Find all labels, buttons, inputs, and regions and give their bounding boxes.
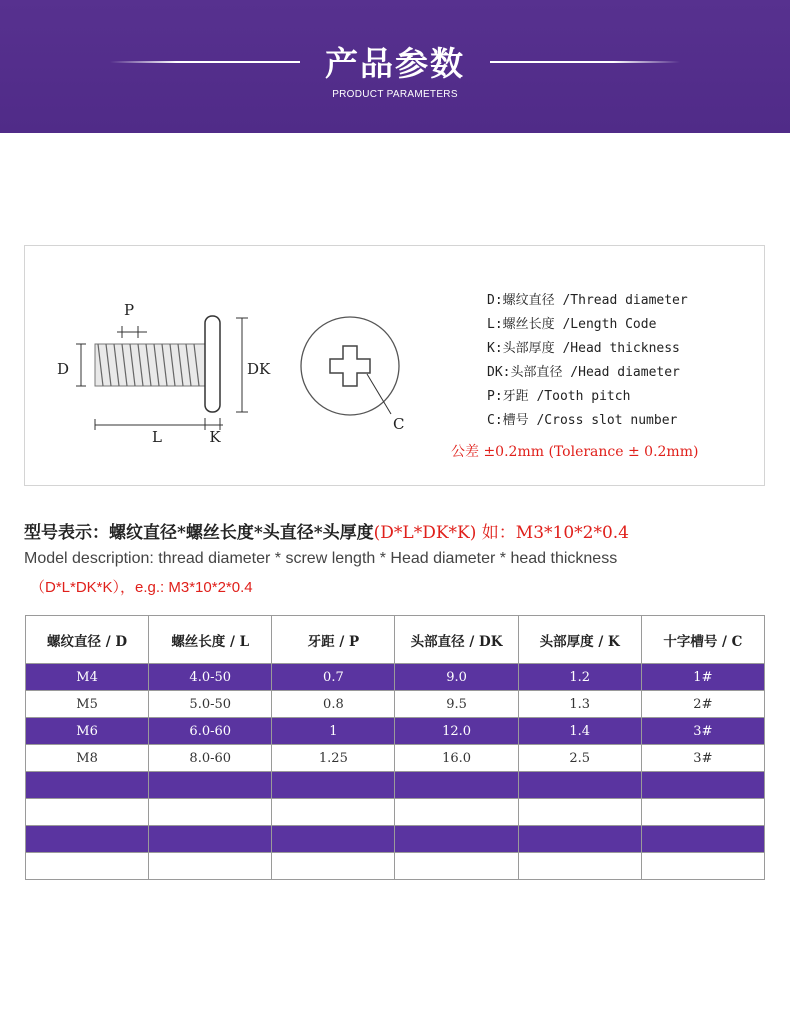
legend-item: K:头部厚度 /Head thickness bbox=[487, 341, 680, 356]
table-row bbox=[26, 691, 765, 718]
table-cell: 0.7 bbox=[272, 664, 395, 691]
model-description-en: Model description: thread diameter * screw length * Head diameter * head thickness bbox=[24, 550, 618, 567]
table-cell bbox=[641, 826, 764, 853]
table-cell: 1# bbox=[641, 664, 764, 691]
table-cell: 1.4 bbox=[518, 718, 641, 745]
table-cell bbox=[149, 853, 272, 880]
column-header: 螺纹直径 / D bbox=[26, 616, 149, 664]
legend-item: C:槽号 /Cross slot number bbox=[487, 413, 678, 428]
table-cell: M5 bbox=[26, 691, 149, 718]
label-k: K bbox=[209, 428, 221, 446]
banner-divider-right bbox=[490, 61, 680, 63]
table-cell bbox=[518, 772, 641, 799]
table-cell bbox=[518, 853, 641, 880]
table-cell: 1.25 bbox=[272, 745, 395, 772]
table-cell bbox=[518, 826, 641, 853]
label-dk: DK bbox=[247, 360, 271, 378]
column-header: 头部厚度 / K bbox=[518, 616, 641, 664]
legend-item: D:螺纹直径 /Thread diameter bbox=[487, 293, 688, 308]
label-p: P bbox=[123, 301, 135, 319]
table-cell bbox=[395, 826, 518, 853]
table-cell: 2# bbox=[641, 691, 764, 718]
table-cell bbox=[395, 853, 518, 880]
table-row bbox=[26, 745, 765, 772]
model-formula-en: （D*L*DK*K），e.g.: M3*10*2*0.4 bbox=[30, 579, 253, 596]
table-row bbox=[26, 826, 765, 853]
table-cell: M6 bbox=[26, 718, 149, 745]
model-formula-cn: (D*L*DK*K) 如：M3*10*2*0.4 bbox=[373, 523, 629, 543]
table-cell bbox=[272, 826, 395, 853]
column-header: 十字槽号 / C bbox=[641, 616, 764, 664]
table-cell: 9.0 bbox=[395, 664, 518, 691]
screw-thread bbox=[95, 344, 205, 386]
table-cell: 16.0 bbox=[395, 745, 518, 772]
table-cell: 6.0-60 bbox=[149, 718, 272, 745]
header-banner bbox=[0, 0, 790, 133]
table-cell bbox=[272, 772, 395, 799]
table-cell: 5.0-50 bbox=[149, 691, 272, 718]
table-cell: 0.8 bbox=[272, 691, 395, 718]
legend-item: L:螺丝长度 /Length Code bbox=[487, 317, 657, 332]
column-header: 头部直径 / DK bbox=[395, 616, 518, 664]
label-l: L bbox=[152, 428, 162, 446]
table-cell: 1 bbox=[272, 718, 395, 745]
legend-item: P:牙距 /Tooth pitch bbox=[487, 389, 631, 404]
table-cell bbox=[149, 826, 272, 853]
diameter-marker bbox=[76, 344, 86, 386]
table-cell bbox=[272, 853, 395, 880]
page-title: 产品参数 bbox=[325, 44, 465, 83]
table-row bbox=[26, 718, 765, 745]
table-cell bbox=[518, 799, 641, 826]
table-cell bbox=[149, 772, 272, 799]
table-cell bbox=[641, 853, 764, 880]
table-cell bbox=[395, 799, 518, 826]
table-cell: 8.0-60 bbox=[149, 745, 272, 772]
column-header: 螺丝长度 / L bbox=[149, 616, 272, 664]
model-description-cn-prefix: 型号表示：螺纹直径*螺丝长度*头直径*头厚度 bbox=[24, 523, 374, 543]
parameter-table bbox=[25, 615, 765, 880]
table-cell bbox=[641, 772, 764, 799]
legend-item: DK:头部直径 /Head diameter bbox=[487, 365, 680, 380]
table-cell: 12.0 bbox=[395, 718, 518, 745]
table-cell: M8 bbox=[26, 745, 149, 772]
table-cell: 1.2 bbox=[518, 664, 641, 691]
table-cell bbox=[395, 772, 518, 799]
screw-head bbox=[205, 316, 220, 412]
model-description-cn bbox=[24, 518, 629, 543]
table-cell bbox=[26, 826, 149, 853]
table-cell: 2.5 bbox=[518, 745, 641, 772]
table-cell bbox=[26, 799, 149, 826]
table-cell bbox=[149, 799, 272, 826]
table-cell bbox=[272, 799, 395, 826]
screw-diagram-panel bbox=[24, 245, 765, 486]
label-c: C bbox=[393, 415, 405, 433]
table-cell: M4 bbox=[26, 664, 149, 691]
table-row bbox=[26, 853, 765, 880]
table-header-row bbox=[26, 616, 765, 664]
table-row bbox=[26, 664, 765, 691]
table-row bbox=[26, 799, 765, 826]
table-cell bbox=[26, 853, 149, 880]
table-cell: 4.0-50 bbox=[149, 664, 272, 691]
column-header: 牙距 / P bbox=[272, 616, 395, 664]
table-cell: 3# bbox=[641, 745, 764, 772]
label-d: D bbox=[56, 360, 70, 378]
table-cell: 1.3 bbox=[518, 691, 641, 718]
table-cell bbox=[26, 772, 149, 799]
tolerance-note: 公差 ±0.2mm (Tolerance ± 0.2mm) bbox=[451, 444, 699, 460]
table-cell: 3# bbox=[641, 718, 764, 745]
pitch-marker bbox=[117, 326, 147, 338]
table-row bbox=[26, 772, 765, 799]
table-cell bbox=[641, 799, 764, 826]
page-subtitle: PRODUCT PARAMETERS bbox=[332, 89, 458, 100]
table-cell: 9.5 bbox=[395, 691, 518, 718]
parameter-legend bbox=[487, 289, 757, 433]
